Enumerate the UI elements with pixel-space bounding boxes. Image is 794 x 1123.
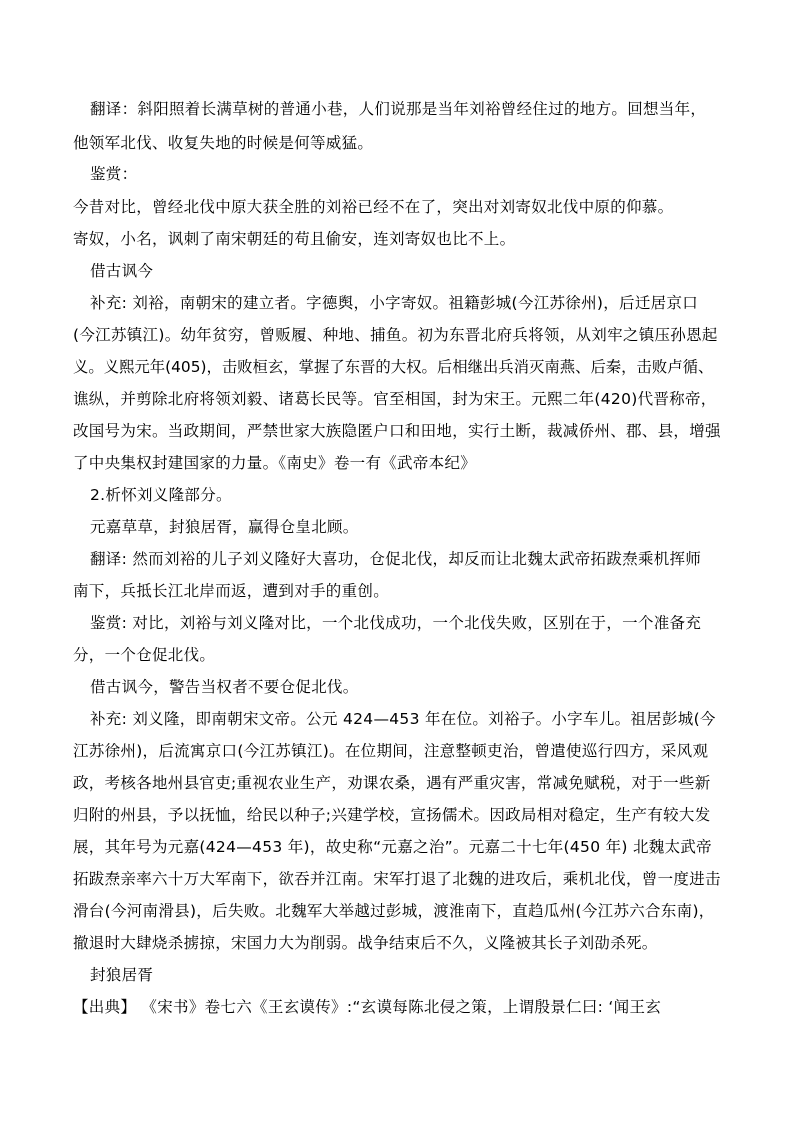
text-line: 撤退时大肆烧杀掳掠，宋国力大为削弱。战争结束后不久，义隆被其长子刘劭杀死。 [73,934,658,952]
text-line: 封狼居胥 [90,966,154,984]
text-line: 政，考核各地州县官吏;重视农业生产，劝课农桑，遇有严重灾害，常减免赋税，对于一些新 [73,774,711,792]
text-line: 元嘉草草，封狼居胥，赢得仓皇北顾。 [90,518,359,536]
text-line: 南下，兵抵长江北岸而返，遭到对手的重创。 [73,582,390,600]
text-line: 分，一个仓促北伐。 [73,646,216,664]
text-line: 借古讽今，警告当权者不要仓促北伐。 [90,678,359,696]
text-line: 江苏徐州)，后流寓京口(今江苏镇江)。在位期间，注意整顿吏治，曾遣使巡行四方，采风观 [73,742,709,760]
text-line: 他领军北伐、收复失地的时候是何等威猛。 [73,134,374,152]
text-line: 寄奴，小名，讽刺了南宋朝廷的苟且偷安，连刘寄奴也比不上。 [73,230,516,248]
text-line: 滑台(今河南滑县)，后失败。北魏军大举越过彭城，渡淮南下，直趋瓜州(今江苏六合东南)， [73,902,715,920]
text-line: 借古讽今 [90,262,154,280]
text-line: 补充: 刘裕，南朝宋的建立者。字德舆，小字寄奴。祖籍彭城(今江苏徐州)，后迁居京口 [90,294,699,312]
text-line: 谯纵，并剪除北府将领刘毅、诸葛长民等。官至相国，封为宋王。元熙二年(420)代晋称帝， [73,390,717,408]
text-line: 改国号为宋。当政期间，严禁世家大族隐匿户口和田地，实行土断，裁减侨州、郡、县，增强 [73,422,721,440]
text-line: 补充: 刘义隆，即南朝宋文帝。公元 424—453 年在位。刘裕子。小字车儿。祖居彭城(今 [90,710,716,728]
text-line: 鉴赏： [90,165,138,183]
text-line: 展，其年号为元嘉(424—453 年)，故史称“元嘉之治”。元嘉二十七年(450 年) 北魏太武帝 [73,838,712,856]
text-line: 拓跋焘亲率六十万大军南下，欲吞并江南。宋军打退了北魏的进攻后，乘机北伐，曾一度进击 [73,870,721,888]
text-line: 翻译: 然而刘裕的儿子刘义隆好大喜功，仓促北伐，却反而让北魏太武帝拓跋焘乘机挥师 [90,550,702,568]
text-line: 今昔对比，曾经北伐中原大获全胜的刘裕已经不在了，突出对刘寄奴北伐中原的仰慕。 [73,198,674,216]
text-line: (今江苏镇江)。幼年贫穷，曾贩履、种地、捕鱼。初为东晋北府兵将领，从刘牢之镇压孙恩起 [73,326,718,344]
text-line: 鉴赏: 对比，刘裕与刘义隆对比，一个北伐成功，一个北伐失败，区别在于，一个准备充 [90,614,702,632]
text-line: 了中央集权封建国家的力量。《南史》卷一有《武帝本纪》 [73,454,477,472]
text-line: 义。义熙元年(405)，击败桓玄，掌握了东晋的大权。后相继出兵消灭南燕、后秦，击败卢循、 [73,358,714,376]
text-line: 【出典】 《宋书》卷七六《王玄谟传》:“玄谟每陈北侵之策，上谓殷景仁曰: ‘闻王玄 [73,998,662,1016]
text-line: 翻译：斜阳照着长满草树的普通小巷，人们说那是当年刘裕曾经住过的地方。回想当年， [90,100,707,118]
text-line: 2.析怀刘义隆部分。 [90,486,232,504]
text-line: 归附的州县，予以抚恤，给民以种子;兴建学校，宣扬儒术。因政局相对稳定，生产有较大发 [73,806,711,824]
